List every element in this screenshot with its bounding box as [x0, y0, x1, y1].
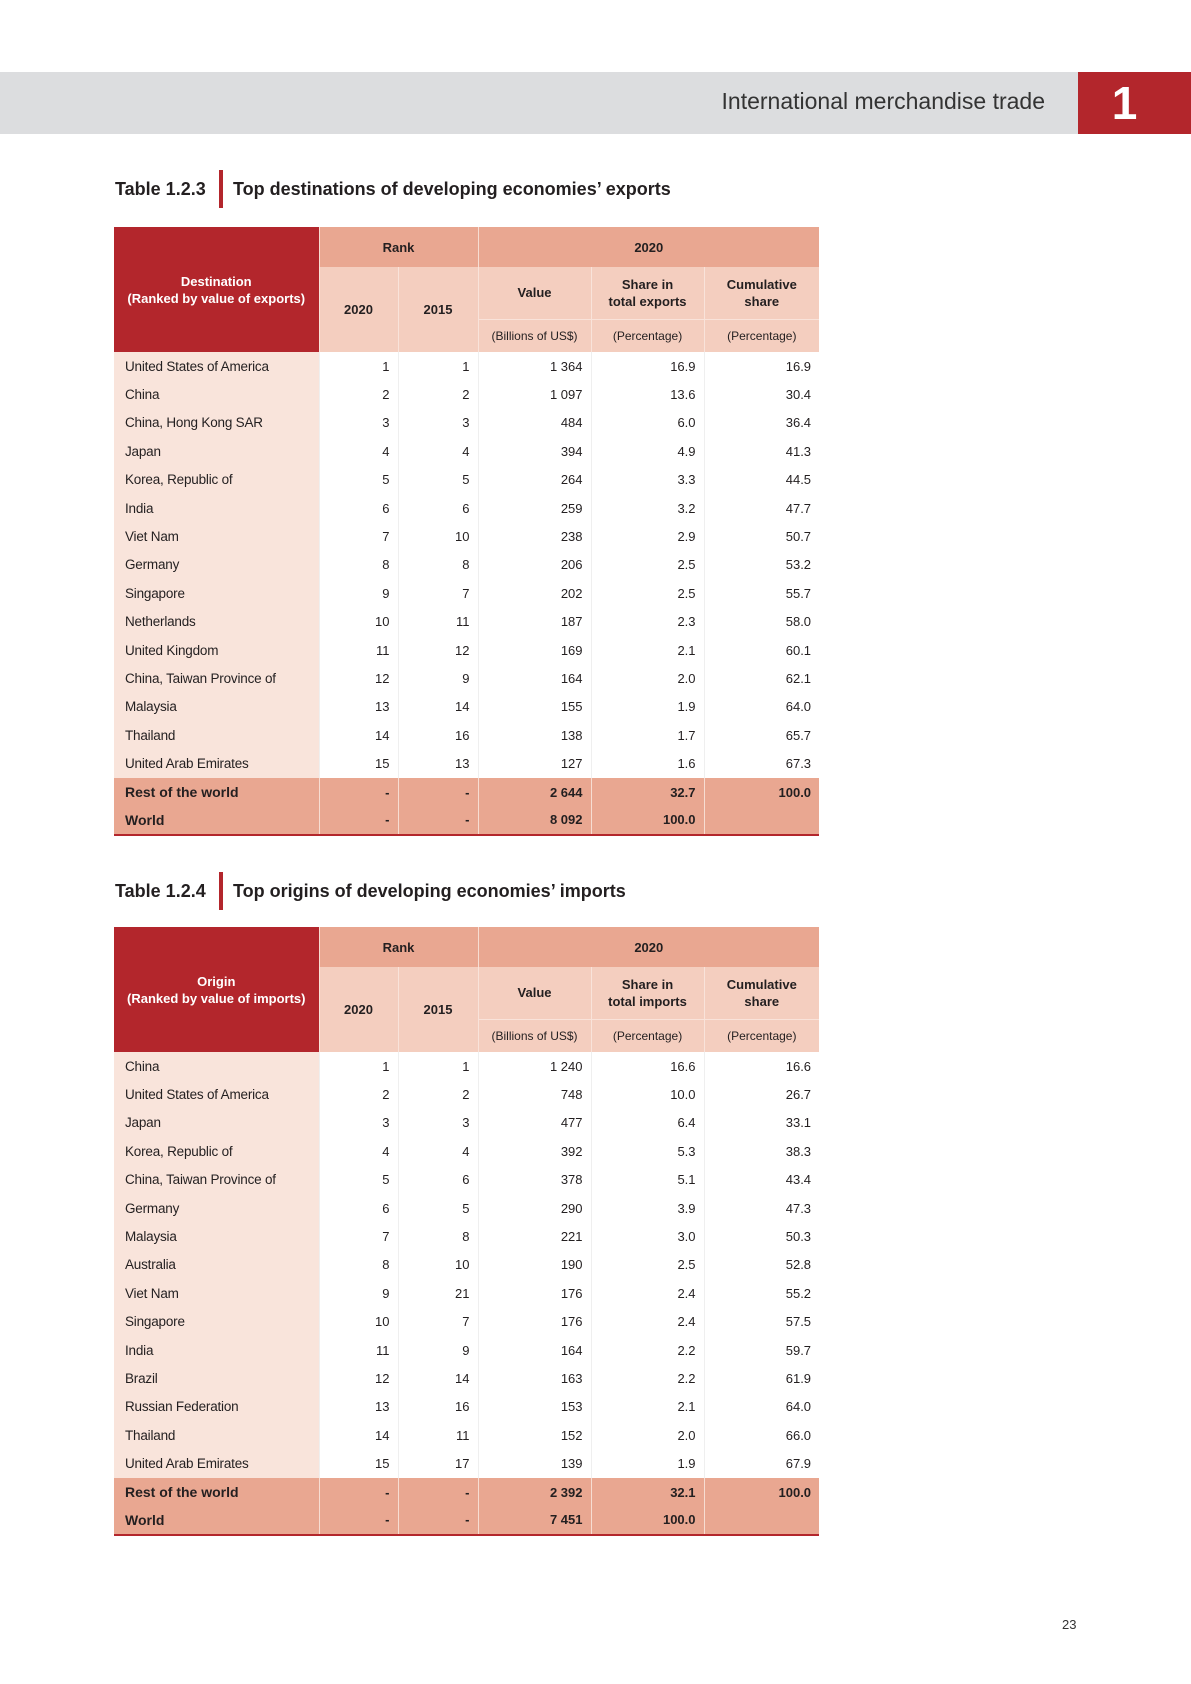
country-cell: China	[114, 380, 319, 408]
value-cell: 163	[478, 1364, 591, 1392]
table-row	[114, 1194, 819, 1222]
table-row	[114, 1364, 819, 1392]
value-cell: 3	[398, 409, 478, 437]
value-cell: 2.9	[591, 522, 704, 550]
country-cell: United States of America	[114, 352, 319, 380]
value-cell: 138	[478, 721, 591, 749]
value-cell: 36.4	[704, 409, 819, 437]
value-cell: -	[319, 1506, 398, 1534]
value-cell: 2.1	[591, 1393, 704, 1421]
value-cell: 57.5	[704, 1308, 819, 1336]
value-cell: 190	[478, 1251, 591, 1279]
origin-column-header	[114, 927, 319, 1052]
rank-group-header: Rank	[319, 927, 478, 967]
country-cell: Thailand	[114, 721, 319, 749]
value-cell: -	[398, 1478, 478, 1506]
value-cell: 8	[398, 551, 478, 579]
value-cell: 2	[398, 1080, 478, 1108]
value-cell: 155	[478, 693, 591, 721]
chapter-title: International merchandise trade	[721, 88, 1045, 114]
country-cell: China, Hong Kong SAR	[114, 409, 319, 437]
value-cell: 14	[398, 693, 478, 721]
imports-table-number: Table 1.2.4	[115, 880, 206, 901]
table-row	[114, 1166, 819, 1194]
header-line: Share in	[621, 976, 674, 992]
value-cell: -	[319, 806, 398, 834]
value-cell: 65.7	[704, 721, 819, 749]
value-cell: 6	[398, 1166, 478, 1194]
exports-table	[114, 227, 819, 836]
value-cell: 6	[398, 494, 478, 522]
exports-table-heading	[115, 170, 671, 208]
rank-group-header: Rank	[319, 227, 478, 267]
value-cell: 2.5	[591, 551, 704, 579]
value-cell: 4.9	[591, 437, 704, 465]
value-cell: 62.1	[704, 664, 819, 692]
header-line: Share in	[621, 276, 674, 292]
value-cell	[704, 1506, 819, 1534]
cumulative-share-header	[704, 267, 819, 319]
value-cell: 5	[319, 466, 398, 494]
country-cell: Japan	[114, 1109, 319, 1137]
table-row	[114, 721, 819, 749]
country-cell: China	[114, 1052, 319, 1080]
table-row	[114, 1336, 819, 1364]
country-cell: World	[114, 1506, 319, 1534]
value-cell: 66.0	[704, 1421, 819, 1449]
value-cell: 290	[478, 1194, 591, 1222]
value-cell: 477	[478, 1109, 591, 1137]
value-cell: 100.0	[704, 1478, 819, 1506]
value-cell: 32.7	[591, 778, 704, 806]
value-cell: 1	[398, 352, 478, 380]
value-cell: 13	[319, 693, 398, 721]
value-cell: 15	[319, 749, 398, 777]
country-cell: Korea, Republic of	[114, 1137, 319, 1165]
table-row	[114, 1222, 819, 1250]
value-cell: 484	[478, 409, 591, 437]
value-header: Value	[478, 267, 591, 319]
value-cell: 2	[319, 380, 398, 408]
value-cell: 53.2	[704, 551, 819, 579]
share-unit: (Percentage)	[591, 319, 704, 352]
rank-2015-header: 2015	[398, 967, 478, 1052]
value-cell: 202	[478, 579, 591, 607]
value-cell: 59.7	[704, 1336, 819, 1364]
value-cell: 1.9	[591, 693, 704, 721]
country-cell: Malaysia	[114, 1222, 319, 1250]
value-cell: 2.4	[591, 1279, 704, 1307]
value-cell: 127	[478, 749, 591, 777]
table-row	[114, 1080, 819, 1108]
page-number: 23	[1062, 1617, 1077, 1632]
country-cell: China, Taiwan Province of	[114, 664, 319, 692]
value-cell: -	[319, 778, 398, 806]
header-line: share	[744, 293, 780, 309]
country-cell: Singapore	[114, 1308, 319, 1336]
value-cell: 67.3	[704, 749, 819, 777]
value-cell: 10	[398, 1251, 478, 1279]
value-cell: 3	[398, 1109, 478, 1137]
value-unit: (Billions of US$)	[478, 319, 591, 352]
table-row	[114, 380, 819, 408]
value-cell: 8 092	[478, 806, 591, 834]
table-row	[114, 608, 819, 636]
value-cell: 16.9	[591, 352, 704, 380]
value-cell: 14	[319, 1421, 398, 1449]
country-cell: China, Taiwan Province of	[114, 1166, 319, 1194]
value-cell: 153	[478, 1393, 591, 1421]
value-cell: 748	[478, 1080, 591, 1108]
value-cell: 13	[398, 749, 478, 777]
header-line: Destination	[180, 273, 252, 289]
value-cell: 1.7	[591, 721, 704, 749]
value-cell: 176	[478, 1308, 591, 1336]
value-cell: 238	[478, 522, 591, 550]
total-row	[114, 1506, 819, 1534]
table-row	[114, 522, 819, 550]
table-row	[114, 1449, 819, 1477]
chapter-number-badge: 1	[1078, 72, 1191, 134]
table-row	[114, 1308, 819, 1336]
value-cell: 16.6	[704, 1052, 819, 1080]
value-cell: 6.4	[591, 1109, 704, 1137]
value-cell: 16	[398, 721, 478, 749]
value-cell: 221	[478, 1222, 591, 1250]
value-cell: 16.6	[591, 1052, 704, 1080]
total-row	[114, 806, 819, 834]
country-cell: United Arab Emirates	[114, 1449, 319, 1477]
country-cell: Rest of the world	[114, 1478, 319, 1506]
value-cell: 2.0	[591, 1421, 704, 1449]
imports-table-body	[114, 1052, 819, 1535]
value-cell: -	[319, 1478, 398, 1506]
table-row	[114, 1137, 819, 1165]
rank-2020-header: 2020	[319, 267, 398, 352]
table-row	[114, 1393, 819, 1421]
value-cell: 169	[478, 636, 591, 664]
value-cell: 12	[398, 636, 478, 664]
value-cell: 41.3	[704, 437, 819, 465]
value-cell: 1 364	[478, 352, 591, 380]
value-cell: 10	[319, 608, 398, 636]
value-header: Value	[478, 967, 591, 1019]
value-cell: 11	[319, 1336, 398, 1364]
value-cell: 1	[319, 1052, 398, 1080]
table-row	[114, 551, 819, 579]
country-cell: Australia	[114, 1251, 319, 1279]
country-cell: Rest of the world	[114, 778, 319, 806]
value-cell: 55.2	[704, 1279, 819, 1307]
value-cell: 7	[319, 522, 398, 550]
value-unit: (Billions of US$)	[478, 1019, 591, 1052]
rank-2020-header: 2020	[319, 967, 398, 1052]
value-cell: 11	[319, 636, 398, 664]
cumulative-share-header	[704, 967, 819, 1019]
value-cell: 12	[319, 664, 398, 692]
value-cell: 1	[319, 352, 398, 380]
value-cell: -	[398, 806, 478, 834]
value-cell: 61.9	[704, 1364, 819, 1392]
rank-2015-header: 2015	[398, 267, 478, 352]
value-cell: 2.4	[591, 1308, 704, 1336]
value-cell: 2.0	[591, 664, 704, 692]
value-cell: 64.0	[704, 1393, 819, 1421]
value-cell: 12	[319, 1364, 398, 1392]
exports-table-body	[114, 352, 819, 835]
header-line: (Ranked by value of exports)	[127, 290, 306, 306]
value-cell: 3.9	[591, 1194, 704, 1222]
value-cell: 176	[478, 1279, 591, 1307]
value-cell: 38.3	[704, 1137, 819, 1165]
value-cell: -	[398, 1506, 478, 1534]
value-cell: 7 451	[478, 1506, 591, 1534]
country-cell: Viet Nam	[114, 522, 319, 550]
country-cell: Brazil	[114, 1364, 319, 1392]
value-cell: 32.1	[591, 1478, 704, 1506]
value-cell: 4	[319, 437, 398, 465]
heading-divider	[219, 872, 223, 910]
share-header	[591, 267, 704, 319]
value-cell: 47.7	[704, 494, 819, 522]
value-cell: 58.0	[704, 608, 819, 636]
country-cell: India	[114, 1336, 319, 1364]
exports-table-title: Top destinations of developing economies’ exports	[233, 178, 671, 199]
value-cell: 2	[319, 1080, 398, 1108]
value-cell: 9	[319, 1279, 398, 1307]
country-cell: Singapore	[114, 579, 319, 607]
year-group-header: 2020	[478, 227, 819, 267]
value-cell: 52.8	[704, 1251, 819, 1279]
country-cell: United States of America	[114, 1080, 319, 1108]
value-cell: 17	[398, 1449, 478, 1477]
value-cell: 33.1	[704, 1109, 819, 1137]
value-cell: 14	[398, 1364, 478, 1392]
destination-column-header	[114, 227, 319, 352]
value-cell: 3	[319, 409, 398, 437]
total-row	[114, 1478, 819, 1506]
value-cell: 3.0	[591, 1222, 704, 1250]
value-cell: 8	[398, 1222, 478, 1250]
value-cell: 43.4	[704, 1166, 819, 1194]
header-line: (Ranked by value of imports)	[127, 990, 306, 1006]
country-cell: Russian Federation	[114, 1393, 319, 1421]
value-cell: 100.0	[591, 806, 704, 834]
table-row	[114, 636, 819, 664]
table-row	[114, 1052, 819, 1080]
value-cell: 100.0	[704, 778, 819, 806]
value-cell: 187	[478, 608, 591, 636]
value-cell: 15	[319, 1449, 398, 1477]
cumulative-unit: (Percentage)	[704, 1019, 819, 1052]
table-row	[114, 494, 819, 522]
value-cell: 2.2	[591, 1364, 704, 1392]
value-cell: 3.3	[591, 466, 704, 494]
value-cell: 2.5	[591, 1251, 704, 1279]
value-cell: 3	[319, 1109, 398, 1137]
header-line: Origin	[197, 973, 236, 989]
value-cell: 5.1	[591, 1166, 704, 1194]
value-cell: 6.0	[591, 409, 704, 437]
value-cell: 4	[398, 437, 478, 465]
value-cell: 5	[319, 1166, 398, 1194]
value-cell: 14	[319, 721, 398, 749]
table-row	[114, 579, 819, 607]
value-cell: 5.3	[591, 1137, 704, 1165]
table-row	[114, 1279, 819, 1307]
value-cell: 44.5	[704, 466, 819, 494]
imports-table-heading	[115, 872, 626, 910]
table-row	[114, 749, 819, 777]
imports-table-title: Top origins of developing economies’ imports	[233, 880, 626, 901]
value-cell: 9	[319, 579, 398, 607]
value-cell: 47.3	[704, 1194, 819, 1222]
table-row	[114, 466, 819, 494]
country-cell: World	[114, 806, 319, 834]
header-line: share	[744, 993, 780, 1009]
value-cell: 50.3	[704, 1222, 819, 1250]
value-cell: 2 392	[478, 1478, 591, 1506]
value-cell: 2.5	[591, 579, 704, 607]
value-cell: 9	[398, 1336, 478, 1364]
value-cell: 67.9	[704, 1449, 819, 1477]
value-cell: 5	[398, 1194, 478, 1222]
value-cell: 7	[398, 579, 478, 607]
value-cell: 8	[319, 551, 398, 579]
value-cell: -	[398, 778, 478, 806]
table-row	[114, 352, 819, 380]
value-cell: 2	[398, 380, 478, 408]
country-cell: Korea, Republic of	[114, 466, 319, 494]
value-cell: 264	[478, 466, 591, 494]
value-cell: 21	[398, 1279, 478, 1307]
value-cell	[704, 806, 819, 834]
country-cell: India	[114, 494, 319, 522]
value-cell: 9	[398, 664, 478, 692]
country-cell: Netherlands	[114, 608, 319, 636]
table-row	[114, 1251, 819, 1279]
table-row	[114, 1109, 819, 1137]
value-cell: 3.2	[591, 494, 704, 522]
value-cell: 50.7	[704, 522, 819, 550]
table-row	[114, 693, 819, 721]
country-cell: Viet Nam	[114, 1279, 319, 1307]
table-row	[114, 437, 819, 465]
country-cell: Germany	[114, 551, 319, 579]
heading-divider	[219, 170, 223, 208]
country-cell: Thailand	[114, 1421, 319, 1449]
value-cell: 394	[478, 437, 591, 465]
value-cell: 10.0	[591, 1080, 704, 1108]
value-cell: 26.7	[704, 1080, 819, 1108]
value-cell: 2.2	[591, 1336, 704, 1364]
value-cell: 164	[478, 664, 591, 692]
total-row	[114, 778, 819, 806]
value-cell: 2.3	[591, 608, 704, 636]
value-cell: 2 644	[478, 778, 591, 806]
value-cell: 152	[478, 1421, 591, 1449]
value-cell: 11	[398, 1421, 478, 1449]
value-cell: 7	[398, 1308, 478, 1336]
value-cell: 16.9	[704, 352, 819, 380]
table-row	[114, 664, 819, 692]
value-cell: 7	[319, 1222, 398, 1250]
header-line: Cumulative	[726, 976, 797, 992]
value-cell: 378	[478, 1166, 591, 1194]
value-cell: 139	[478, 1449, 591, 1477]
value-cell: 10	[398, 522, 478, 550]
value-cell: 5	[398, 466, 478, 494]
value-cell: 60.1	[704, 636, 819, 664]
country-cell: United Kingdom	[114, 636, 319, 664]
country-cell: Japan	[114, 437, 319, 465]
value-cell: 11	[398, 608, 478, 636]
value-cell: 164	[478, 1336, 591, 1364]
table-row	[114, 1421, 819, 1449]
exports-table-number: Table 1.2.3	[115, 178, 206, 199]
imports-table	[114, 927, 819, 1536]
value-cell: 1.6	[591, 749, 704, 777]
value-cell: 6	[319, 494, 398, 522]
country-cell: United Arab Emirates	[114, 749, 319, 777]
header-line: Cumulative	[726, 276, 797, 292]
share-unit: (Percentage)	[591, 1019, 704, 1052]
year-group-header: 2020	[478, 927, 819, 967]
value-cell: 259	[478, 494, 591, 522]
value-cell: 30.4	[704, 380, 819, 408]
value-cell: 392	[478, 1137, 591, 1165]
value-cell: 100.0	[591, 1506, 704, 1534]
header-line: total exports	[608, 293, 687, 309]
value-cell: 1.9	[591, 1449, 704, 1477]
value-cell: 6	[319, 1194, 398, 1222]
value-cell: 55.7	[704, 579, 819, 607]
value-cell: 13.6	[591, 380, 704, 408]
value-cell: 16	[398, 1393, 478, 1421]
value-cell: 1 097	[478, 380, 591, 408]
value-cell: 206	[478, 551, 591, 579]
value-cell: 2.1	[591, 636, 704, 664]
share-header	[591, 967, 704, 1019]
value-cell: 13	[319, 1393, 398, 1421]
value-cell: 8	[319, 1251, 398, 1279]
cumulative-unit: (Percentage)	[704, 319, 819, 352]
value-cell: 4	[398, 1137, 478, 1165]
header-line: total imports	[608, 993, 687, 1009]
country-cell: Malaysia	[114, 693, 319, 721]
value-cell: 1	[398, 1052, 478, 1080]
country-cell: Germany	[114, 1194, 319, 1222]
value-cell: 64.0	[704, 693, 819, 721]
value-cell: 10	[319, 1308, 398, 1336]
value-cell: 1 240	[478, 1052, 591, 1080]
value-cell: 4	[319, 1137, 398, 1165]
table-row	[114, 409, 819, 437]
